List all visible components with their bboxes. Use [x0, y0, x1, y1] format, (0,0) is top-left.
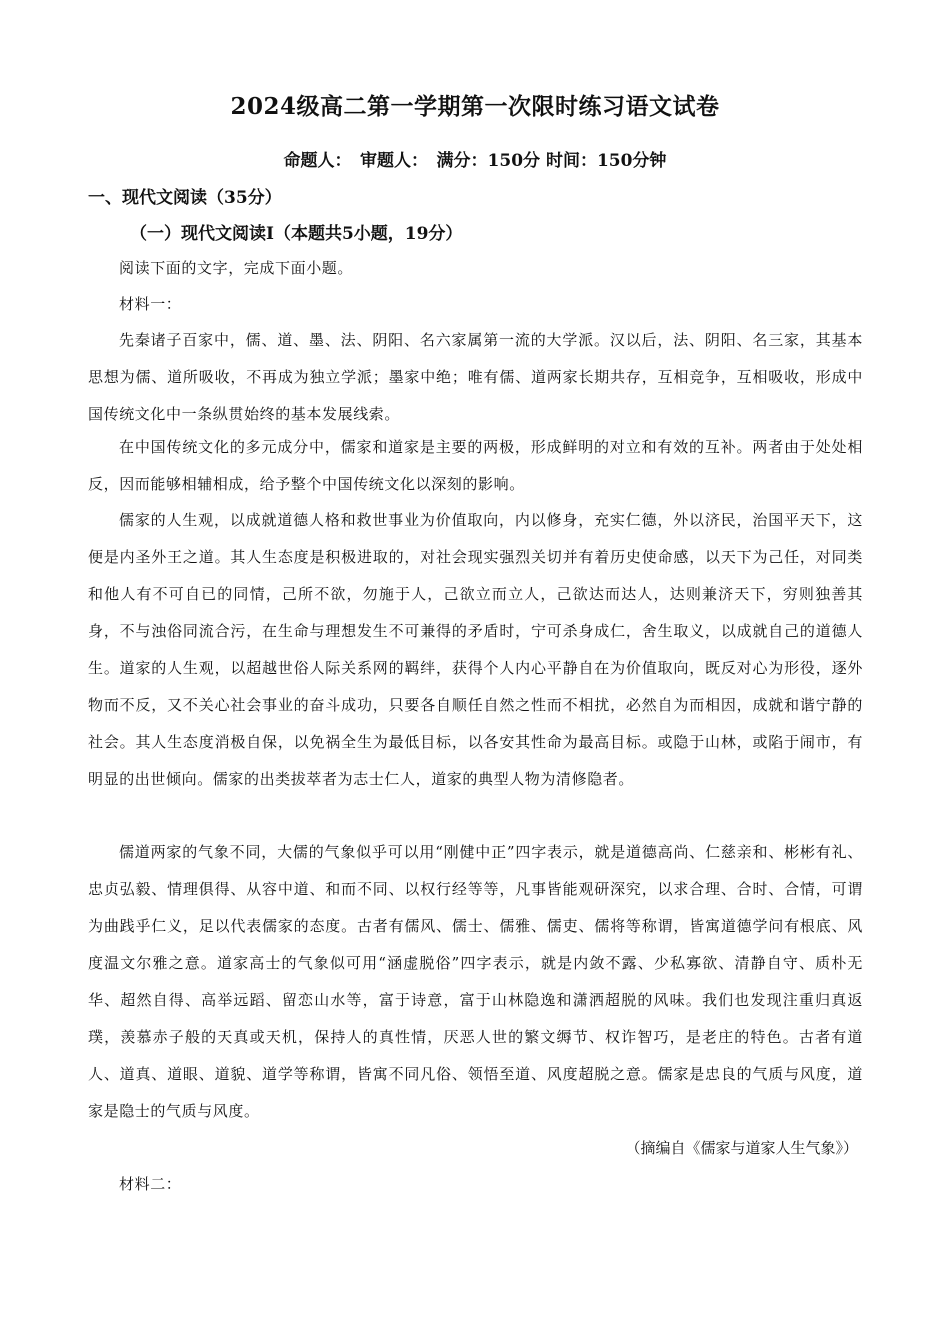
- subsection-heading: （一）现代文阅读Ⅰ（本题共5小题，19分）: [130, 224, 463, 244]
- exam-title: 2024级高二第一学期第一次限时练习语文试卷: [230, 93, 720, 120]
- reading-instruction: 阅读下面的文字，完成下面小题。: [119, 259, 354, 277]
- material-one-label: 材料一：: [119, 295, 182, 313]
- material-one-paragraph: 先秦诸子百家中，儒、道、墨、法、阴阳、名六家属第一流的大学派。汉以后，法、阴阳、名三家，其基本思想为儒、道所吸收，不再成为独立学派；墨家中绝；唯有儒、道两家长期共存，互相竞争，互相吸收，形成中国传统文化中一条纵贯始终的基本发展线索。: [88, 331, 863, 423]
- material-one-paragraph: 儒家的人生观，以成就道德人格和救世事业为价值取向，内以修身，充实仁德，外以济民，治国平天下，这便是内圣外王之道。其人生态度是积极进取的，对社会现实强烈关切并有着历史使命感，以天下为己任，对同类和他人有不可自已的同情，己所不欲，勿施于人，己欲立而立人，己欲达而达人，达则兼济天下，穷则独善其身，不与浊俗同流合污，在生命与理想发生不可兼得的矛盾时，宁可杀身成仁，舍生取义，以成就自己的道德人生。道家的人生观，以超越世俗人际关系网的羁绊，获得个人内心平静自在为价值取向，既反对心为形役，逐外物而不反，又不关心社会事业的奋斗成功，只要各自顺任自然之性而不相扰，必然自为而相因，成就和谐宁静的社会。其人生态度消极自保，以免祸全生为最低目标，以各安其性命为最高目标。或隐于山林，或陷于闹市，有明显的出世倾向。儒家的出类拔萃者为志士仁人，道家的典型人物为清修隐者。: [88, 511, 863, 788]
- material-one-paragraph: 在中国传统文化的多元成分中，儒家和道家是主要的两极，形成鲜明的对立和有效的互补。两者由于处处相反，因而能够相辅相成，给予整个中国传统文化以深刻的影响。: [88, 438, 863, 493]
- material-one-source: （摘编自《儒家与道家人生气象》）: [625, 1139, 858, 1157]
- material-one-paragraph: 儒道两家的气象不同，大儒的气象似乎可以用“刚健中正”四字表示，就是道德高尚、仁慈亲和、彬彬有礼、忠贞弘毅、情理俱得、从容中道、和而不同、以权行经等等，凡事皆能观研深究，以求合理、合时、合情，可谓为曲践乎仁义，足以代表儒家的态度。古者有儒风、儒士、儒雅、儒吏、儒将等称谓，皆寓道德学问有根底、风度温文尔雅之意。道家高士的气象似可用“涵虚脱俗”四字表示，就是内敛不露、少私寡欲、清静自守、质朴无华、超然自得、高举远蹈、留恋山水等，富于诗意，富于山林隐逸和潇洒超脱的风味。我们也发现注重归真返璞，羡慕赤子般的天真或天机，保持人的真性情，厌恶人世的繁文缛节、权诈智巧，是老庄的特色。古者有道人、道真、道眼、道貌、道学等称谓，皆寓不同凡俗、领悟至道、风度超脱之意。儒家是忠良的气质与风度，道家是隐士的气质与风度。: [88, 843, 863, 1120]
- exam-meta: 命题人： 审题人： 满分：150分 时间：150分钟: [283, 151, 667, 171]
- section-heading: 一、现代文阅读（35分）: [88, 188, 282, 208]
- material-two-label: 材料二：: [119, 1175, 182, 1193]
